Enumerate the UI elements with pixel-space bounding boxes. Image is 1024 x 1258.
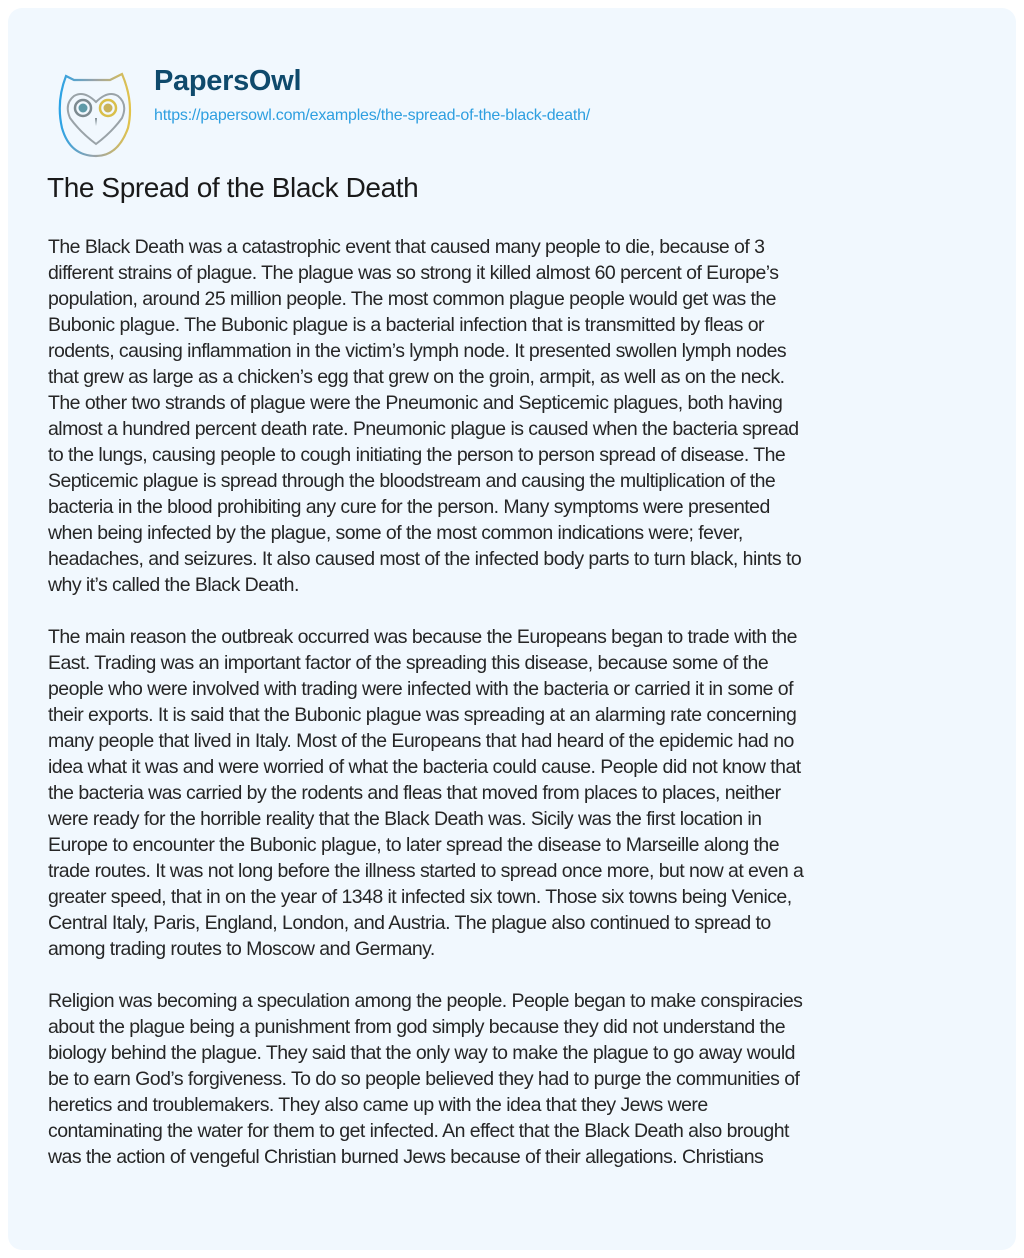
text-line: about the plague being a punishment from god simply because they did not understand the — [48, 1016, 786, 1038]
text-line: East. Trading was an important factor of the spreading this disease, because some of the — [48, 652, 769, 674]
owl-logo-icon — [56, 72, 136, 158]
text-line: why it’s called the Black Death. — [48, 574, 299, 596]
text-line: The main reason the outbreak occurred was because the Europeans began to trade with the — [48, 626, 797, 648]
text-line: was the action of vengeful Christian burned Jews because of their allegations. Christians — [48, 1146, 764, 1168]
text-line: The other two strands of plague were the Pneumonic and Septicemic plagues, both having — [48, 392, 783, 414]
text-line: almost a hundred percent death rate. Pneumonic plague is caused when the bacteria spread — [48, 418, 799, 440]
text-line: population, around 25 million people. The most common plague people would get was the — [48, 288, 776, 310]
text-line: people who were involved with trading were infected with the bacteria or carried it in some of — [48, 678, 793, 700]
text-line: when being infected by the plague, some of the most common indications were; fever, — [48, 522, 743, 544]
text-line: greater speed, that in on the year of 1348 it infected six town. Those six towns being Venice, — [48, 886, 792, 908]
text-line: biology behind the plague. They said that the only way to make the plague to go away would — [48, 1042, 795, 1064]
text-line: contaminating the water for them to get infected. An effect that the Black Death also brought — [48, 1120, 789, 1142]
text-line: Europe to encounter the Bubonic plague, to later spread the disease to Marseille along the — [48, 834, 780, 856]
paragraph — [48, 624, 988, 962]
text-line: headaches, and seizures. It also caused most of the infected body parts to turn black, hints to — [48, 548, 802, 570]
text-line: Septicemic plague is spread through the bloodstream and causing the multiplication of the — [48, 470, 776, 492]
text-line: The Black Death was a catastrophic event that caused many people to die, because of 3 — [48, 236, 765, 258]
text-line: be to earn God’s forgiveness. To do so people believed they had to purge the communities of — [48, 1068, 800, 1090]
brand-name: PapersOwl — [154, 65, 302, 97]
text-line: different strains of plague. The plague was so strong it killed almost 60 percent of Europe’s — [48, 262, 779, 284]
text-line: Religion was becoming a speculation among the people. People began to make conspiracies — [48, 990, 803, 1012]
text-line: rodents, causing inflammation in the victim’s lymph node. It presented swollen lymph nodes — [48, 340, 787, 362]
text-line: the bacteria was carried by the rodents and fleas that moved from places to places, neither — [48, 782, 781, 804]
article-body — [48, 234, 988, 1196]
document-card — [8, 8, 1016, 1250]
text-line: Bubonic plague. The Bubonic plague is a bacterial infection that is transmitted by fleas or — [48, 314, 764, 336]
source-url-link[interactable]: https://papersowl.com/examples/the-spread-of-the-black-death/ — [154, 107, 591, 124]
paragraph — [48, 234, 988, 598]
text-line: were ready for the horrible reality that the Black Death was. Sicily was the first location in — [48, 808, 762, 830]
text-line: their exports. It is said that the Bubonic plague was spreading at an alarming rate concerning — [48, 704, 797, 726]
text-line: bacteria in the blood prohibiting any cure for the person. Many symptoms were presented — [48, 496, 770, 518]
text-line: to the lungs, causing people to cough initiating the person to person spread of disease. The — [48, 444, 786, 466]
text-line: idea what it was and were worried of what the bacteria could cause. People did not know that — [48, 756, 801, 778]
page-title: The Spread of the Black Death — [47, 172, 419, 203]
text-line: many people that lived in Italy. Most of the Europeans that had heard of the epidemic had no — [48, 730, 794, 752]
text-line: heretics and troublemakers. They also came up with the idea that they Jews were — [48, 1094, 708, 1116]
paragraph — [48, 988, 988, 1170]
text-line: Central Italy, Paris, England, London, and Austria. The plague also continued to spread to — [48, 912, 771, 934]
text-line: among trading routes to Moscow and Germany. — [48, 938, 435, 960]
text-line: that grew as large as a chicken’s egg that grew on the groin, armpit, as well as on the neck. — [48, 366, 785, 388]
text-line: trade routes. It was not long before the illness started to spread once more, but now at even a — [48, 860, 804, 882]
